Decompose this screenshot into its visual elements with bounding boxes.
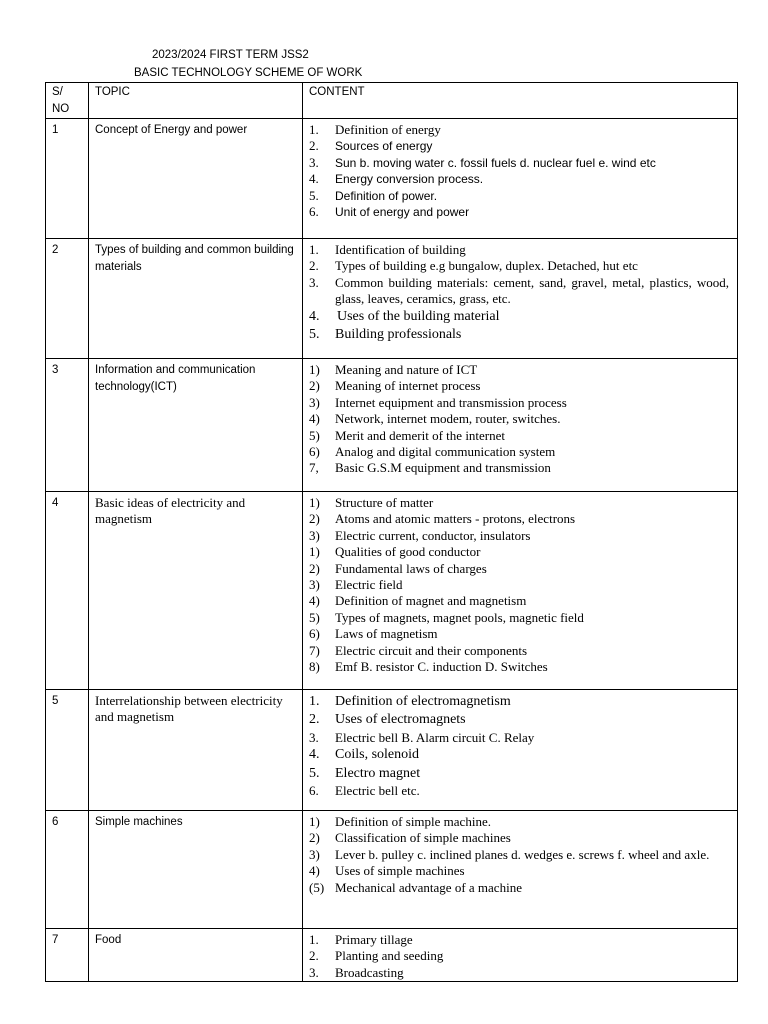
row-sno: 7 — [52, 934, 59, 946]
item-number: 3. — [309, 274, 319, 290]
list-item — [309, 444, 729, 460]
item-number: 4. — [309, 308, 320, 324]
row-content-cell — [303, 811, 738, 929]
item-text: Definition of magnet and magnetism — [335, 593, 527, 609]
item-number: 6. — [309, 783, 319, 799]
item-text: Electric field — [335, 577, 403, 593]
row-topic-cell — [89, 119, 303, 239]
content-list — [303, 492, 737, 675]
item-number: 1. — [309, 694, 320, 709]
list-item — [309, 880, 729, 896]
row-sno-cell — [46, 929, 89, 982]
item-text: Definition of simple machine. — [335, 814, 491, 829]
list-item — [309, 847, 729, 863]
row-topic: Simple machines — [95, 816, 183, 828]
header-content: CONTENT — [309, 86, 365, 98]
content-list — [303, 929, 737, 981]
table-row — [46, 492, 738, 690]
item-text: Planting and seeding — [335, 948, 444, 964]
item-text: Meaning of internet process — [335, 378, 481, 394]
item-number: 4) — [309, 863, 320, 879]
list-item — [309, 965, 729, 981]
item-text: Common building materials: cement, sand, gravel, metal, plastics, wood, glass, leaves, ceramics, grass, etc. — [335, 274, 729, 307]
item-text: Primary tillage — [335, 932, 413, 947]
list-item — [309, 460, 729, 476]
item-number: 7, — [309, 460, 319, 476]
row-content-cell — [303, 119, 738, 239]
item-number: (5) — [309, 879, 325, 895]
list-item — [309, 326, 729, 344]
table-row — [46, 239, 738, 359]
list-item — [309, 511, 729, 527]
item-number: 4) — [309, 593, 320, 609]
row-sno: 3 — [52, 364, 59, 376]
list-item — [309, 593, 729, 609]
header-topic: TOPIC — [95, 86, 130, 98]
row-sno: 1 — [52, 124, 59, 136]
list-item — [309, 711, 729, 729]
header-cell-sno — [46, 83, 89, 119]
list-item — [309, 411, 729, 427]
item-text: Classification of simple machines — [335, 830, 511, 846]
row-sno: 4 — [52, 497, 59, 509]
item-text: Uses of the building material — [337, 308, 500, 324]
item-text: Fundamental laws of charges — [335, 560, 487, 576]
item-number: 1. — [309, 932, 319, 947]
row-topic: Information and communication technology(ICT) — [95, 364, 256, 393]
item-text: Merit and demerit of the internet — [335, 427, 506, 443]
list-item — [309, 746, 729, 764]
content-list — [303, 119, 737, 220]
row-topic: Interrelationship between electricity and magnetism — [95, 693, 283, 724]
row-sno-cell — [46, 239, 89, 359]
item-number: 3) — [309, 577, 320, 593]
row-topic-cell — [89, 359, 303, 492]
item-number: 3. — [309, 964, 319, 980]
item-number: 3) — [309, 394, 320, 410]
content-list — [303, 359, 737, 477]
item-number: 2) — [309, 511, 320, 527]
item-text: Electric circuit and their components — [335, 642, 528, 658]
list-item — [309, 138, 729, 154]
item-text: Sun b. moving water c. fossil fuels d. nuclear fuel e. wind etc — [335, 155, 656, 170]
header-cell-content — [303, 83, 738, 119]
table-row — [46, 811, 738, 929]
scheme-of-work-table — [45, 82, 738, 982]
list-item — [309, 765, 729, 783]
row-topic-cell — [89, 929, 303, 982]
item-text: Mechanical advantage of a machine — [335, 879, 522, 895]
item-text: Sources of energy — [335, 139, 433, 154]
item-number: 5) — [309, 609, 320, 625]
list-item — [309, 378, 729, 394]
document-title-line-1: 2023/2024 FIRST TERM JSS2 — [152, 49, 309, 61]
table-row — [46, 359, 738, 492]
content-list — [303, 811, 737, 896]
item-text: Definition of electromagnetism — [335, 694, 511, 709]
item-text: Lever b. pulley c. inclined planes d. wedges e. screws f. wheel and axle. — [335, 846, 710, 862]
list-item — [309, 528, 729, 544]
item-number: 2) — [309, 378, 320, 394]
header-cell-topic — [89, 83, 303, 119]
list-item — [309, 863, 729, 879]
item-number: 1. — [309, 242, 319, 257]
list-item — [309, 577, 729, 593]
item-text: Uses of simple machines — [335, 863, 465, 879]
list-item — [309, 395, 729, 411]
item-number: 4. — [309, 747, 320, 763]
item-number: 4. — [309, 171, 319, 187]
item-number: 1) — [309, 814, 320, 829]
item-number: 5. — [309, 187, 319, 203]
item-text: Electro magnet — [335, 765, 421, 781]
list-item — [309, 659, 729, 675]
item-text: Meaning and nature of ICT — [335, 362, 478, 377]
list-item — [309, 948, 729, 964]
item-text: Internet equipment and transmission process — [335, 394, 567, 410]
item-number: 1) — [309, 544, 320, 560]
item-number: 7) — [309, 642, 320, 658]
list-item — [309, 122, 729, 138]
list-item — [309, 830, 729, 846]
list-item — [309, 155, 729, 171]
item-number: 3. — [309, 729, 319, 745]
item-number: 5) — [309, 427, 320, 443]
row-content-cell — [303, 492, 738, 690]
item-text: Analog and digital communication system — [335, 444, 556, 460]
item-number: 3. — [309, 154, 319, 170]
table-row — [46, 119, 738, 239]
item-number: 2. — [309, 948, 319, 964]
item-text: Broadcasting — [335, 964, 404, 980]
item-text: Definition of power. — [335, 188, 438, 203]
table-header-row — [46, 83, 738, 119]
list-item — [309, 204, 729, 220]
document-title-line-2: BASIC TECHNOLOGY SCHEME OF WORK — [134, 67, 363, 79]
item-text: Unit of energy and power — [335, 205, 470, 220]
item-text: Basic G.S.M equipment and transmission — [335, 460, 551, 476]
header-sno: S/ NO — [52, 86, 70, 115]
row-sno-cell — [46, 119, 89, 239]
table-row — [46, 690, 738, 811]
row-topic: Basic ideas of electricity and magnetism — [95, 495, 246, 526]
list-item — [309, 932, 729, 948]
item-number: 1. — [309, 122, 319, 137]
item-number: 3) — [309, 846, 320, 862]
list-item — [309, 693, 729, 711]
row-sno: 6 — [52, 816, 59, 828]
item-number: 3) — [309, 527, 320, 543]
item-number: 5. — [309, 327, 320, 343]
item-number: 6) — [309, 626, 320, 642]
item-text: Network, internet modem, router, switches. — [335, 411, 561, 427]
item-text: Building professionals — [335, 327, 462, 343]
row-sno: 5 — [52, 695, 59, 707]
row-content-cell — [303, 359, 738, 492]
item-text: Electric bell etc. — [335, 783, 420, 799]
row-topic-cell — [89, 690, 303, 811]
list-item — [309, 814, 729, 830]
list-item — [309, 626, 729, 642]
item-number: 2. — [309, 258, 319, 274]
list-item — [309, 544, 729, 560]
item-text: Uses of electromagnets — [335, 712, 466, 728]
row-sno-cell — [46, 690, 89, 811]
item-number: 4) — [309, 411, 320, 427]
list-item — [309, 610, 729, 626]
item-text: Emf B. resistor C. induction D. Switches — [335, 659, 548, 675]
item-text: Coils, solenoid — [335, 747, 420, 763]
list-item — [309, 730, 729, 746]
row-content-cell — [303, 690, 738, 811]
row-topic-cell — [89, 811, 303, 929]
row-topic: Food — [95, 934, 122, 946]
item-text: Structure of matter — [335, 495, 434, 510]
list-item — [309, 643, 729, 659]
item-text: Types of building e.g bungalow, duplex. Detached, hut etc — [335, 258, 638, 274]
list-item — [309, 362, 729, 378]
list-item — [309, 171, 729, 187]
item-number: 8) — [309, 659, 320, 675]
list-item — [309, 275, 729, 308]
item-text: Electric bell B. Alarm circuit C. Relay — [335, 729, 535, 745]
item-number: 2) — [309, 830, 320, 846]
item-text: Types of magnets, magnet pools, magnetic field — [335, 609, 584, 625]
list-item — [309, 242, 729, 258]
list-item — [309, 428, 729, 444]
list-item — [309, 561, 729, 577]
content-list — [303, 690, 737, 799]
list-item — [309, 308, 729, 326]
item-number: 2. — [309, 138, 319, 154]
table-row — [46, 929, 738, 982]
list-item — [309, 783, 729, 799]
row-content-cell — [303, 239, 738, 359]
list-item — [309, 495, 729, 511]
item-number: 2. — [309, 712, 320, 728]
row-topic-cell — [89, 492, 303, 690]
row-topic: Types of building and common building materials — [95, 244, 294, 273]
item-text: Definition of energy — [335, 122, 441, 137]
item-number: 1) — [309, 362, 320, 377]
content-list — [303, 239, 737, 344]
row-sno: 2 — [52, 244, 59, 256]
item-text: Identification of building — [335, 242, 466, 257]
item-number: 1) — [309, 495, 320, 510]
row-sno-cell — [46, 492, 89, 690]
list-item — [309, 188, 729, 204]
item-text: Energy conversion process. — [335, 172, 484, 187]
row-content-cell — [303, 929, 738, 982]
item-number: 5. — [309, 765, 320, 781]
item-text: Laws of magnetism — [335, 626, 438, 642]
list-item — [309, 258, 729, 274]
row-sno-cell — [46, 359, 89, 492]
row-topic: Concept of Energy and power — [95, 124, 248, 136]
item-number: 6. — [309, 204, 319, 220]
item-text: Atoms and atomic matters - protons, electrons — [335, 511, 576, 527]
row-sno-cell — [46, 811, 89, 929]
row-topic-cell — [89, 239, 303, 359]
item-number: 6) — [309, 444, 320, 460]
item-number: 2) — [309, 560, 320, 576]
item-text: Electric current, conductor, insulators — [335, 527, 531, 543]
item-text: Qualities of good conductor — [335, 544, 481, 560]
